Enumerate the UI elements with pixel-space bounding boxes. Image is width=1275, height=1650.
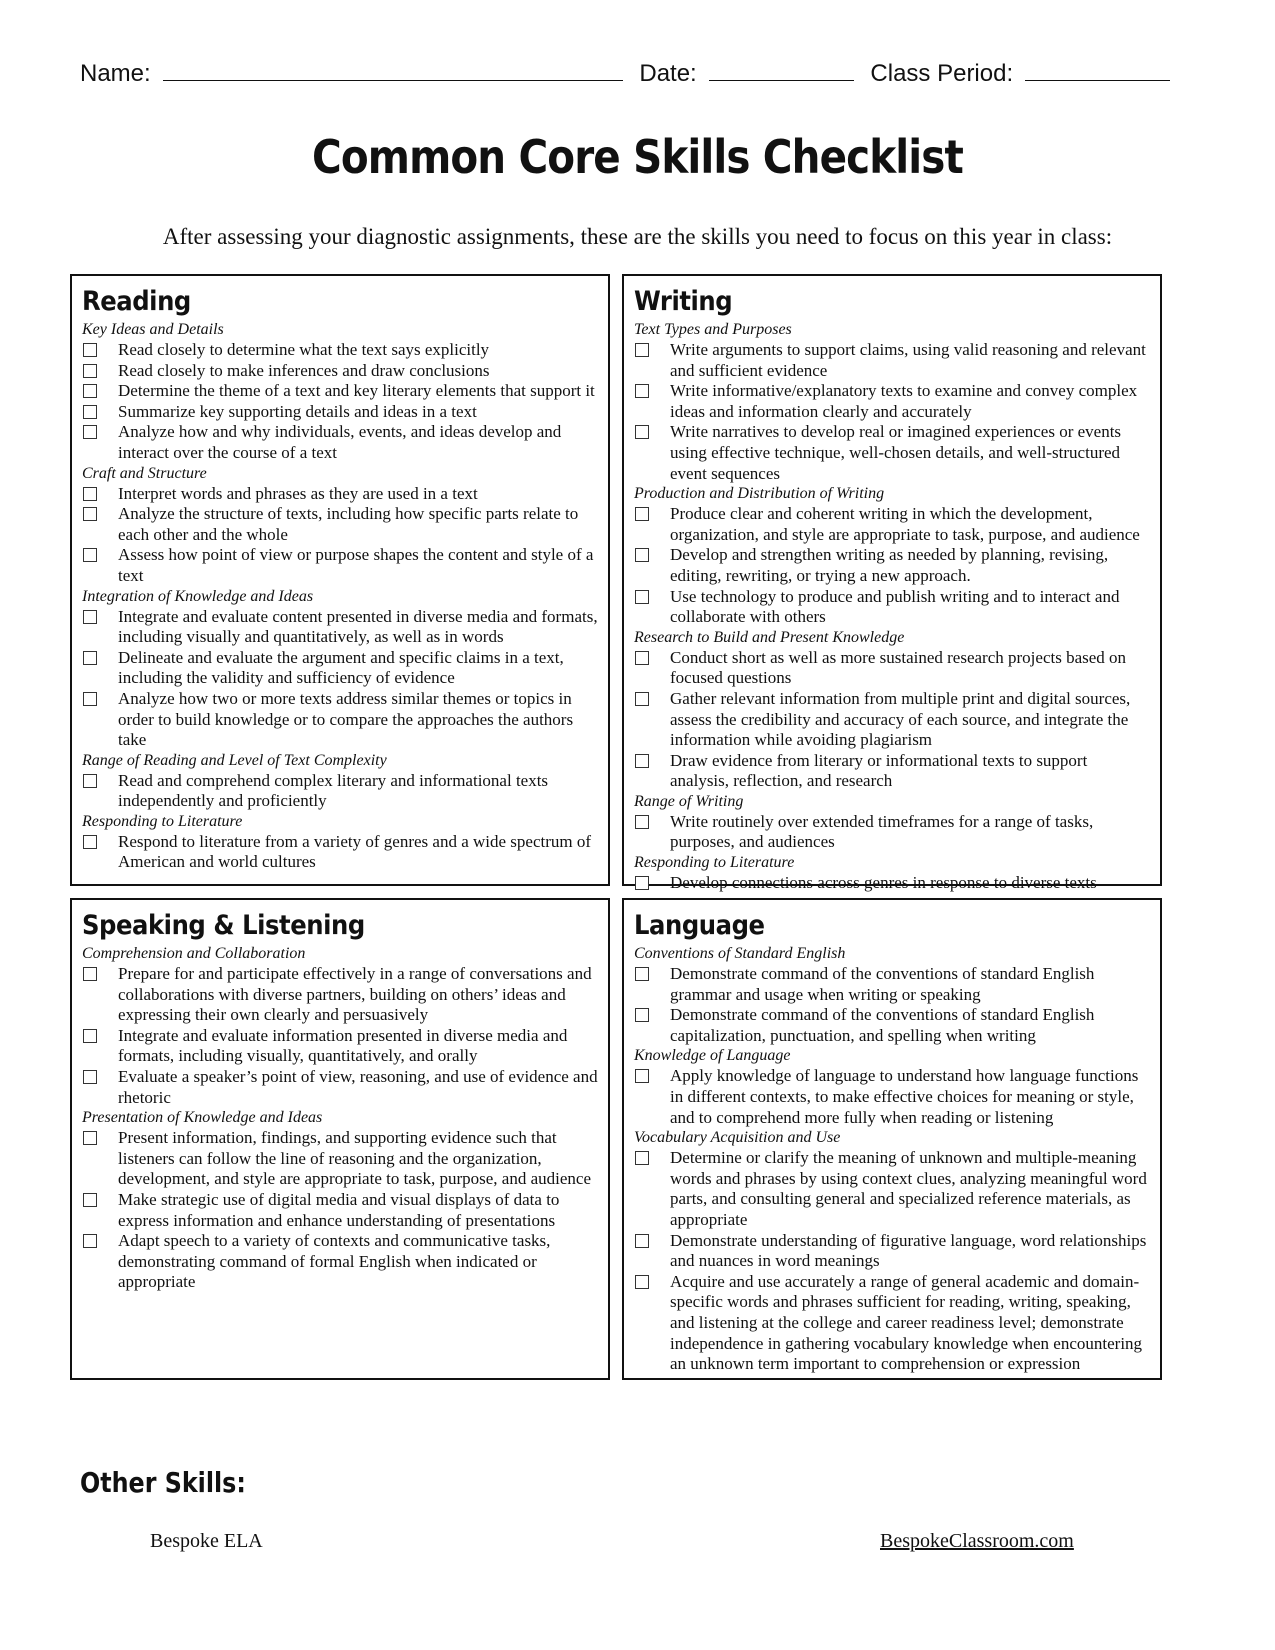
checklist-item <box>634 545 1150 586</box>
checklist-item <box>82 832 598 873</box>
checklist-item-text: Demonstrate understanding of figurative language, word relationships and nuances in word meanings <box>670 1230 1147 1271</box>
checkbox[interactable] <box>635 384 649 398</box>
checklist-item <box>634 340 1150 381</box>
footer-link[interactable]: BespokeClassroom.com <box>880 1530 1074 1552</box>
checkbox[interactable] <box>83 835 97 849</box>
checklist-item <box>634 873 1150 894</box>
subsection-label: Craft and Structure <box>82 464 207 482</box>
checklist-item-text: Determine or clarify the meaning of unknown and multiple-meaning words and phrases by using context clues, analyzing meaningful word parts, and consulting general and specialized reference materials, as appropriate <box>670 1148 1147 1229</box>
subsection-label: Responding to Literature <box>634 854 795 872</box>
checkbox[interactable] <box>83 405 97 419</box>
checklist-item-text: Gather relevant information from multiple print and digital sources, assess the credibility and accuracy of each source, and integrate the information while avoiding plagiarism <box>670 688 1131 750</box>
checkbox[interactable] <box>83 1234 97 1248</box>
subsection-label: Vocabulary Acquisition and Use <box>634 1129 841 1147</box>
checklist-item <box>634 1231 1150 1272</box>
checkbox[interactable] <box>635 651 649 665</box>
period-field[interactable] <box>1025 58 1170 81</box>
checklist-item-text: Conduct short as well as more sustained research projects based on focused questions <box>670 647 1127 688</box>
checklist-item-text: Analyze how two or more texts address similar themes or topics in order to build knowledge or to compare the approaches the authors take <box>118 688 574 750</box>
checklist-item-text: Apply knowledge of language to understand how language functions in different contexts, to make effective choices for meaning or style, and to comprehend more fully when reading or listening <box>670 1066 1139 1127</box>
checklist-item <box>634 422 1150 484</box>
checkbox[interactable] <box>83 1070 97 1084</box>
writing-box <box>622 274 1162 893</box>
checklist-item <box>82 1231 598 1293</box>
checklist-item <box>634 1005 1150 1046</box>
checklist-item-text: Demonstrate command of the conventions of standard English capitalization, punctuation, and spelling when writing <box>670 1005 1095 1045</box>
other-skills-heading: Other Skills: <box>80 1466 246 1499</box>
checklist-item-text: Assess how point of view or purpose shapes the content and style of a text <box>118 545 594 585</box>
checklist-item <box>82 1026 598 1067</box>
checklist-item-text: Delineate and evaluate the argument and specific claims in a text, including the validity and sufficiency of evidence <box>118 647 564 688</box>
checklist-item <box>82 607 598 648</box>
checklist-item-text: Interpret words and phrases as they are used in a text <box>118 483 478 503</box>
checkbox[interactable] <box>83 1029 97 1043</box>
checklist-item <box>82 340 598 361</box>
subsection-label: Key Ideas and Details <box>82 321 224 338</box>
checkbox[interactable] <box>635 1069 649 1083</box>
checklist-item-text: Respond to literature from a variety of genres and a wide spectrum of American and world cultures <box>118 831 592 872</box>
checklist-item-text: Analyze the structure of texts, including how specific parts relate to each other and the whole <box>118 504 579 544</box>
checklist-item-text: Write narratives to develop real or imagined experiences or events using effective technique, well-chosen details, and well-structured event sequences <box>670 422 1122 483</box>
checklist-item-text: Determine the theme of a text and key literary elements that support it <box>118 381 595 401</box>
checklist-item <box>82 1190 598 1231</box>
language-box <box>622 898 1162 1380</box>
checklist-item-text: Produce clear and coherent writing in which the development, organization, and style are appropriate to task, purpose, and audience <box>670 504 1140 544</box>
checkbox[interactable] <box>83 610 97 624</box>
section-heading: Writing <box>634 286 733 317</box>
checklist-item <box>82 648 598 689</box>
section-heading: Language <box>634 910 765 941</box>
checkbox[interactable] <box>635 1234 649 1248</box>
checklist-item <box>634 1272 1150 1375</box>
checklist-item-text: Read closely to determine what the text says explicitly <box>118 340 490 359</box>
checklist-item <box>634 689 1150 751</box>
checklist-item <box>82 1128 598 1190</box>
checklist-item-text: Integrate and evaluate information presented in diverse media and formats, including visually, quantitatively, and orally <box>118 1025 568 1066</box>
checklist-item <box>82 422 598 463</box>
subsection-label: Production and Distribution of Writing <box>634 485 885 503</box>
checklist-item <box>82 381 598 402</box>
checklist-item-text: Make strategic use of digital media and visual displays of data to express information and enhance understanding of presentations <box>118 1189 560 1230</box>
checkbox[interactable] <box>83 548 97 562</box>
subsection-label: Presentation of Knowledge and Ideas <box>82 1109 323 1127</box>
checkbox[interactable] <box>635 1151 649 1165</box>
checklist-item <box>634 648 1150 689</box>
checkbox[interactable] <box>83 692 97 706</box>
name-field[interactable] <box>163 58 623 81</box>
checklist-item-text: Integrate and evaluate content presented in diverse media and formats, including visually and quantitatively, as well as in words <box>118 606 598 647</box>
checklist-item-text: Write arguments to support claims, using valid reasoning and relevant and sufficient evidence <box>670 340 1146 380</box>
checklist-item-text: Prepare for and participate effectively in a range of conversations and collaborations with diverse partners, building on others’ ideas and expressing their own clearly and persuasively <box>118 964 592 1025</box>
subsection-label: Range of Writing <box>634 792 744 810</box>
checklist-item <box>634 964 1150 1005</box>
checkbox[interactable] <box>83 1131 97 1145</box>
checkbox[interactable] <box>83 774 97 788</box>
footer-brand: Bespoke ELA <box>150 1530 263 1552</box>
checklist-item <box>634 504 1150 545</box>
checklist-item-text: Read and comprehend complex literary and informational texts independently and proficiently <box>118 770 549 811</box>
subsection-label: Responding to Literature <box>82 812 243 830</box>
checkbox[interactable] <box>83 1193 97 1207</box>
checkbox[interactable] <box>635 967 649 981</box>
checklist-item <box>82 1067 598 1108</box>
checklist-item <box>82 964 598 1026</box>
subsection-label: Range of Reading and Level of Text Complexity <box>82 751 387 769</box>
checklist-item-text: Draw evidence from literary or informational texts to support analysis, reflection, and research <box>670 750 1088 791</box>
checkbox[interactable] <box>635 425 649 439</box>
checkbox[interactable] <box>635 343 649 357</box>
subsection-label: Integration of Knowledge and Ideas <box>82 587 314 605</box>
name-label: Name: <box>80 60 151 87</box>
checklist-item-text: Evaluate a speaker’s point of view, reasoning, and use of evidence and rhetoric <box>118 1066 598 1107</box>
checklist-item-text: Adapt speech to a variety of contexts and communicative tasks, demonstrating command of formal English when indicated or appropriate <box>118 1231 551 1292</box>
checklist-item <box>82 504 598 545</box>
checkbox[interactable] <box>635 754 649 768</box>
checklist-item <box>82 402 598 423</box>
intro-text: After assessing your diagnostic assignments, these are the skills you need to focus on this year in class: <box>162 224 1113 249</box>
checklist-item <box>634 1066 1150 1128</box>
checkbox[interactable] <box>83 967 97 981</box>
checklist-item <box>82 361 598 382</box>
checklist-item-text: Develop connections across genres in response to diverse texts <box>670 873 1097 893</box>
checkbox[interactable] <box>83 364 97 378</box>
date-label: Date: <box>639 60 697 87</box>
checklist-item <box>82 771 598 812</box>
section-heading: Reading <box>82 286 191 317</box>
checkbox[interactable] <box>83 507 97 521</box>
header-fields <box>80 58 1190 88</box>
checkbox[interactable] <box>83 425 97 439</box>
checklist-item <box>82 484 598 505</box>
checklist-item-text: Write routinely over extended timeframes for a range of tasks, purposes, and audiences <box>670 811 1094 852</box>
speaking-listening-box <box>70 898 610 1380</box>
subsection-label: Text Types and Purposes <box>634 321 792 338</box>
checkbox[interactable] <box>635 1008 649 1022</box>
checklist-item-text: Read closely to make inferences and draw conclusions <box>118 360 490 380</box>
checklist-item <box>82 545 598 586</box>
checklist-item-text: Write informative/explanatory texts to examine and convey complex ideas and information clearly and accurately <box>670 381 1138 421</box>
subsection-label: Comprehension and Collaboration <box>82 945 306 962</box>
checklist-item <box>634 1148 1150 1230</box>
checklist-item-text: Present information, findings, and supporting evidence such that listeners can follow the line of reasoning and the organization, development, and style are appropriate to task, purpose, and audience <box>118 1128 591 1189</box>
checklist-item-text: Analyze how and why individuals, events, and ideas develop and interact over the course of a text <box>118 422 562 462</box>
subsection-label: Research to Build and Present Knowledge <box>634 628 905 646</box>
date-field[interactable] <box>709 58 854 81</box>
period-label: Class Period: <box>870 60 1014 87</box>
checkbox[interactable] <box>635 590 649 604</box>
checklist-item-text: Use technology to produce and publish writing and to interact and collaborate with others <box>670 586 1120 627</box>
section-heading: Speaking & Listening <box>82 910 365 941</box>
checklist-item <box>634 381 1150 422</box>
subsection-label: Conventions of Standard English <box>634 945 846 962</box>
checklist-item-text: Acquire and use accurately a range of general academic and domain-specific words and phrases sufficient for reading, writing, speaking, and listening at the college and career readiness level; demonstrate independence in gathering vocabulary knowledge when encountering an unknown term important to comprehension or expression <box>670 1271 1143 1374</box>
checkbox[interactable] <box>83 384 97 398</box>
checkbox[interactable] <box>83 343 97 357</box>
checkbox[interactable] <box>635 876 649 890</box>
subsection-label: Knowledge of Language <box>634 1047 791 1065</box>
checkbox[interactable] <box>635 548 649 562</box>
checkbox[interactable] <box>635 692 649 706</box>
reading-box <box>70 274 610 886</box>
checkbox[interactable] <box>635 507 649 521</box>
checkbox[interactable] <box>635 815 649 829</box>
checklist-item-text: Demonstrate command of the conventions of standard English grammar and usage when writing or speaking <box>670 964 1095 1004</box>
checklist-item <box>634 812 1150 853</box>
checkbox[interactable] <box>83 651 97 665</box>
checkbox[interactable] <box>83 487 97 501</box>
checklist-item <box>634 751 1150 792</box>
checkbox[interactable] <box>635 1275 649 1289</box>
checklist-item-text: Summarize key supporting details and ideas in a text <box>118 401 477 421</box>
checklist-item <box>634 587 1150 628</box>
page-title: Common Core Skills Checklist <box>312 130 963 184</box>
checklist-item-text: Develop and strengthen writing as needed by planning, revising, editing, rewriting, or trying a new approach. <box>670 545 1109 585</box>
checklist-item <box>82 689 598 751</box>
